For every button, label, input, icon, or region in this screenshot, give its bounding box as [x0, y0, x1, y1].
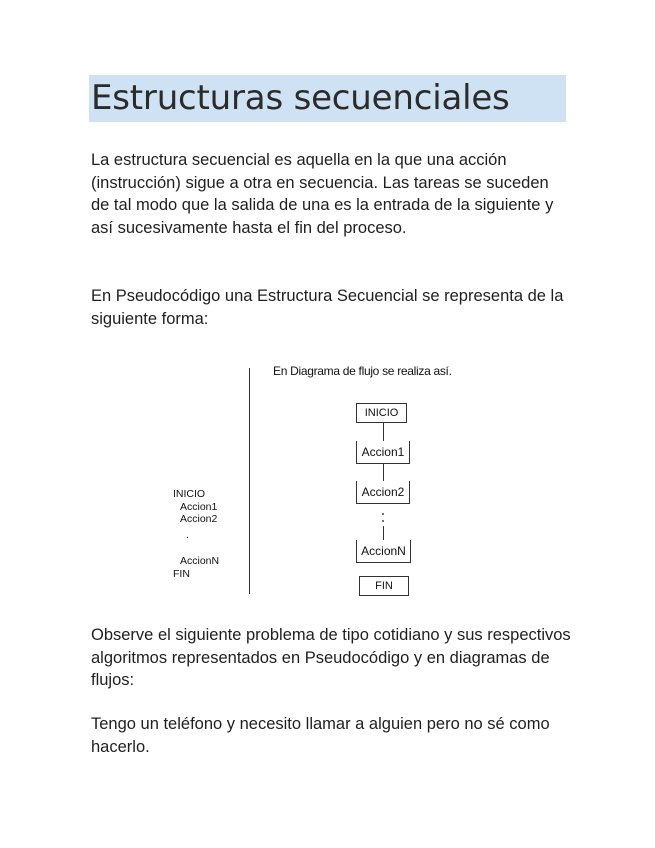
paragraph-intro: La estructura secuencial es aquella en la que una acción (instrucción) sigue a otra en secuencia. Las tareas se suceden de tal modo que la salida de una es la entrada de la siguiente y así sucesivamente hasta el fin del proceso.: [91, 151, 554, 237]
pseudo-ellipsis: .: [186, 529, 189, 541]
flowchart-action1-box: Accion1: [356, 441, 410, 464]
pseudo-action2: Accion2: [180, 513, 218, 525]
flowchart-caption: En Diagrama de flujo se realiza así.: [273, 364, 452, 378]
paragraph-example-problem: Tengo un teléfono y necesito llamar a alguien pero no sé como hacerlo.: [91, 715, 550, 756]
pseudo-actionN: AccionN: [180, 555, 220, 567]
paragraph-pseudocode-intro: En Pseudocódigo una Estructura Secuencial se representa de la siguiente forma:: [91, 287, 564, 328]
flowchart-connector: [383, 526, 384, 540]
flowchart-start-box: INICIO: [356, 403, 407, 423]
flowchart-ellipsis-dot: [382, 520, 384, 522]
pseudo-end: FIN: [173, 568, 190, 580]
figure-divider: [249, 368, 250, 594]
page-title: Estructuras secuenciales: [89, 75, 566, 122]
flowchart-connector: [383, 423, 384, 441]
flowchart-action2-box: Accion2: [356, 481, 410, 504]
flowchart-connector: [383, 464, 384, 481]
flowchart-actionN-box: AccionN: [356, 540, 411, 563]
pseudo-start: INICIO: [173, 488, 206, 500]
pseudo-action1: Accion1: [180, 501, 218, 513]
flowchart-end-box: FIN: [359, 576, 409, 596]
flowchart-ellipsis-dot: [382, 513, 384, 515]
paragraph-example-intro: Observe el siguiente problema de tipo cotidiano y sus respectivos algoritmos representados en Pseudocódigo y en diagramas de flujos:: [91, 626, 571, 690]
sequence-diagram-figure: [165, 360, 505, 600]
